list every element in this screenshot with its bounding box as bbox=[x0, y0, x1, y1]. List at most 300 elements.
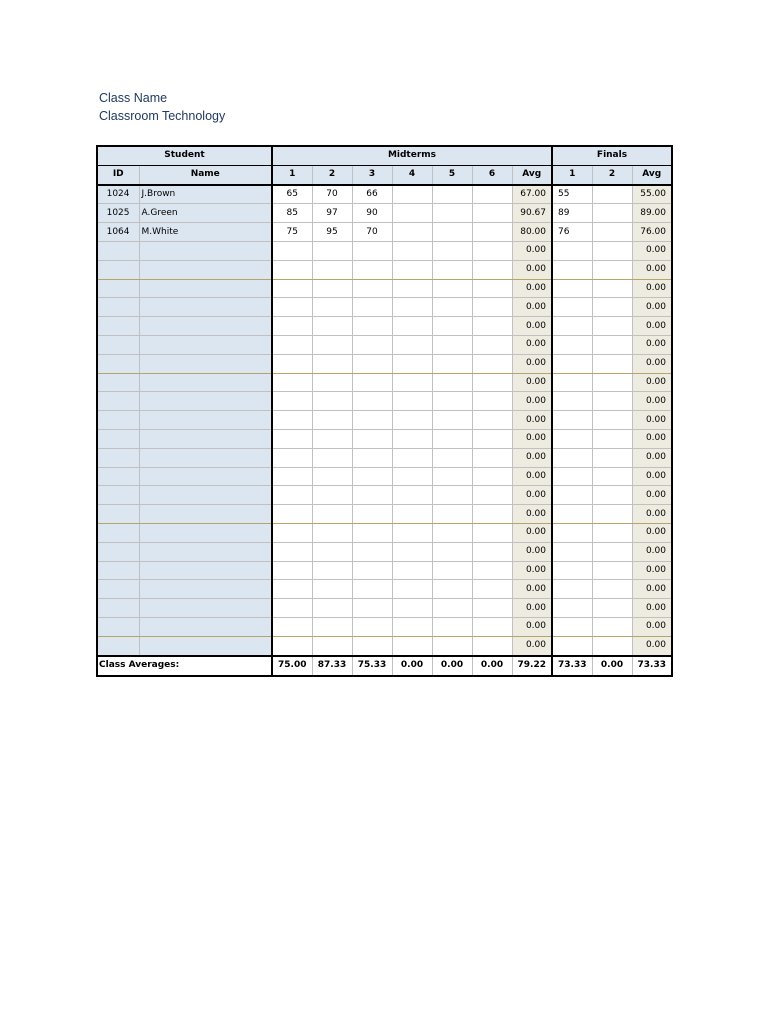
table-row bbox=[97, 505, 672, 524]
midterm-2-cell[interactable] bbox=[312, 523, 352, 542]
student-id-cell[interactable] bbox=[97, 523, 139, 542]
midterm-1-cell[interactable]: 75 bbox=[272, 223, 312, 242]
final-avg-cell: 0.00 bbox=[632, 486, 672, 505]
student-name-cell[interactable] bbox=[139, 298, 272, 317]
midterm-4-cell[interactable] bbox=[392, 223, 432, 242]
midterm-4-cell[interactable] bbox=[392, 354, 432, 373]
midterm-avg-cell: 0.00 bbox=[512, 335, 552, 354]
midterm-6-cell[interactable] bbox=[472, 467, 512, 486]
final-2-cell[interactable] bbox=[592, 392, 632, 411]
midterm-3-cell[interactable] bbox=[352, 354, 392, 373]
final-1-cell[interactable] bbox=[552, 505, 592, 524]
student-name-cell[interactable] bbox=[139, 260, 272, 279]
final-2-cell[interactable] bbox=[592, 260, 632, 279]
midterm-5-cell[interactable] bbox=[432, 223, 472, 242]
student-name-cell[interactable]: M.White bbox=[139, 223, 272, 242]
midterm-2-cell[interactable]: 70 bbox=[312, 185, 352, 204]
final-avg-cell: 0.00 bbox=[632, 561, 672, 580]
final-1-cell[interactable] bbox=[552, 542, 592, 561]
table-row bbox=[97, 354, 672, 373]
midterm-2-cell[interactable]: 95 bbox=[312, 223, 352, 242]
midterm-4-cell[interactable] bbox=[392, 260, 432, 279]
midterm-2-cell[interactable] bbox=[312, 392, 352, 411]
student-id-cell[interactable] bbox=[97, 241, 139, 260]
midterm-3-cell[interactable] bbox=[352, 298, 392, 317]
midterm-2-cell[interactable] bbox=[312, 599, 352, 618]
midterm-avg-cell: 0.00 bbox=[512, 260, 552, 279]
midterm-2-cell[interactable] bbox=[312, 636, 352, 655]
midterm-3-cell[interactable]: 66 bbox=[352, 185, 392, 204]
midterm-6-cell[interactable] bbox=[472, 523, 512, 542]
final-2-cell[interactable] bbox=[592, 599, 632, 618]
midterm-6-cell[interactable] bbox=[472, 392, 512, 411]
group-midterms: Midterms bbox=[272, 146, 552, 165]
midterm-2-cell[interactable] bbox=[312, 617, 352, 636]
midterm-2-cell[interactable] bbox=[312, 467, 352, 486]
final-2-cell[interactable] bbox=[592, 542, 632, 561]
table-row bbox=[97, 636, 672, 655]
midterm-5-cell[interactable] bbox=[432, 298, 472, 317]
midterm-5-cell[interactable] bbox=[432, 561, 472, 580]
midterm-3-cell[interactable] bbox=[352, 335, 392, 354]
student-name-cell[interactable] bbox=[139, 411, 272, 430]
student-id-cell[interactable] bbox=[97, 335, 139, 354]
midterm-2-cell[interactable] bbox=[312, 279, 352, 298]
table-row bbox=[97, 185, 672, 204]
midterm-3-cell[interactable] bbox=[352, 429, 392, 448]
student-name-cell[interactable] bbox=[139, 241, 272, 260]
final-avg-cell: 55.00 bbox=[632, 185, 672, 204]
final-1-cell[interactable] bbox=[552, 599, 592, 618]
midterm-6-cell[interactable] bbox=[472, 448, 512, 467]
student-name-cell[interactable] bbox=[139, 335, 272, 354]
midterm-3-cell[interactable] bbox=[352, 636, 392, 655]
midterm-4-cell[interactable] bbox=[392, 467, 432, 486]
midterm-6-cell[interactable] bbox=[472, 599, 512, 618]
student-name-cell[interactable] bbox=[139, 373, 272, 392]
midterm-2-cell[interactable] bbox=[312, 505, 352, 524]
student-name-cell[interactable] bbox=[139, 467, 272, 486]
col-final-1: 1 bbox=[552, 165, 592, 184]
midterm-5-cell[interactable] bbox=[432, 204, 472, 223]
table-row bbox=[97, 599, 672, 618]
final-2-cell[interactable] bbox=[592, 185, 632, 204]
final-2-cell[interactable] bbox=[592, 354, 632, 373]
midterm-3-cell[interactable] bbox=[352, 241, 392, 260]
final-1-cell[interactable] bbox=[552, 636, 592, 655]
final-2-cell[interactable] bbox=[592, 335, 632, 354]
midterm-2-cell[interactable] bbox=[312, 411, 352, 430]
midterm-4-cell[interactable] bbox=[392, 411, 432, 430]
midterm-1-cell[interactable] bbox=[272, 561, 312, 580]
midterm-3-cell[interactable] bbox=[352, 542, 392, 561]
table-row bbox=[97, 411, 672, 430]
midterm-6-cell[interactable] bbox=[472, 185, 512, 204]
midterm-5-cell[interactable] bbox=[432, 523, 472, 542]
midterm-6-cell[interactable] bbox=[472, 636, 512, 655]
midterm-2-cell[interactable] bbox=[312, 241, 352, 260]
midterm-1-cell[interactable] bbox=[272, 617, 312, 636]
final-avg-cell: 0.00 bbox=[632, 298, 672, 317]
student-name-cell[interactable] bbox=[139, 561, 272, 580]
midterm-avg-cell: 0.00 bbox=[512, 505, 552, 524]
final-avg-cell: 0.00 bbox=[632, 429, 672, 448]
final-avg-cell: 0.00 bbox=[632, 467, 672, 486]
midterm-6-cell[interactable] bbox=[472, 373, 512, 392]
student-id-cell[interactable] bbox=[97, 617, 139, 636]
midterm-4-cell[interactable] bbox=[392, 448, 432, 467]
table-row bbox=[97, 204, 672, 223]
final-1-cell[interactable] bbox=[552, 429, 592, 448]
midterm-4-cell[interactable] bbox=[392, 373, 432, 392]
final-2-cell[interactable] bbox=[592, 448, 632, 467]
midterm-4-cell[interactable] bbox=[392, 204, 432, 223]
final-avg-cell: 0.00 bbox=[632, 392, 672, 411]
student-id-cell[interactable] bbox=[97, 411, 139, 430]
midterm-1-cell[interactable] bbox=[272, 486, 312, 505]
final-1-cell[interactable]: 89 bbox=[552, 204, 592, 223]
midterm-2-cell[interactable] bbox=[312, 580, 352, 599]
midterm-5-cell[interactable] bbox=[432, 448, 472, 467]
midterm-2-cell[interactable] bbox=[312, 354, 352, 373]
midterm-5-cell[interactable] bbox=[432, 411, 472, 430]
midterm-5-cell[interactable] bbox=[432, 580, 472, 599]
student-name-cell[interactable] bbox=[139, 429, 272, 448]
midterm-1-cell[interactable] bbox=[272, 467, 312, 486]
midterm-avg-cell: 0.00 bbox=[512, 429, 552, 448]
midterm-1-cell[interactable] bbox=[272, 505, 312, 524]
midterm-3-cell[interactable] bbox=[352, 599, 392, 618]
student-id-cell[interactable] bbox=[97, 279, 139, 298]
midterm-1-cell[interactable] bbox=[272, 523, 312, 542]
midterm-3-cell[interactable] bbox=[352, 505, 392, 524]
final-1-cell[interactable]: 76 bbox=[552, 223, 592, 242]
midterm-5-cell[interactable] bbox=[432, 260, 472, 279]
midterm-5-cell[interactable] bbox=[432, 617, 472, 636]
final-1-cell[interactable] bbox=[552, 260, 592, 279]
midterm-1-cell[interactable] bbox=[272, 241, 312, 260]
midterm-1-cell[interactable] bbox=[272, 580, 312, 599]
midterm-4-cell[interactable] bbox=[392, 241, 432, 260]
student-id-cell[interactable] bbox=[97, 599, 139, 618]
student-name-cell[interactable] bbox=[139, 636, 272, 655]
final-avg-cell: 0.00 bbox=[632, 241, 672, 260]
midterm-2-cell[interactable] bbox=[312, 373, 352, 392]
midterm-3-cell[interactable] bbox=[352, 486, 392, 505]
final-1-cell[interactable] bbox=[552, 354, 592, 373]
student-name-cell[interactable]: A.Green bbox=[139, 204, 272, 223]
midterm-3-cell[interactable] bbox=[352, 279, 392, 298]
col-midterm-1: 1 bbox=[272, 165, 312, 184]
student-name-cell[interactable] bbox=[139, 392, 272, 411]
final-1-cell[interactable] bbox=[552, 580, 592, 599]
final-1-cell[interactable] bbox=[552, 241, 592, 260]
midterm-1-cell[interactable] bbox=[272, 335, 312, 354]
avg-final-avg: 73.33 bbox=[632, 656, 672, 676]
table-row bbox=[97, 392, 672, 411]
final-1-cell[interactable] bbox=[552, 617, 592, 636]
final-avg-cell: 0.00 bbox=[632, 373, 672, 392]
grade-rows bbox=[97, 185, 672, 656]
final-2-cell[interactable] bbox=[592, 373, 632, 392]
final-1-cell[interactable]: 55 bbox=[552, 185, 592, 204]
col-midterm-avg: Avg bbox=[512, 165, 552, 184]
final-1-cell[interactable] bbox=[552, 317, 592, 336]
midterm-4-cell[interactable] bbox=[392, 561, 432, 580]
midterm-3-cell[interactable] bbox=[352, 392, 392, 411]
final-avg-cell: 0.00 bbox=[632, 580, 672, 599]
group-header-row bbox=[97, 146, 672, 165]
final-2-cell[interactable] bbox=[592, 580, 632, 599]
midterm-5-cell[interactable] bbox=[432, 373, 472, 392]
midterm-1-cell[interactable] bbox=[272, 354, 312, 373]
student-id-cell[interactable] bbox=[97, 580, 139, 599]
final-1-cell[interactable] bbox=[552, 335, 592, 354]
student-name-cell[interactable] bbox=[139, 617, 272, 636]
student-name-cell[interactable] bbox=[139, 599, 272, 618]
midterm-1-cell[interactable] bbox=[272, 392, 312, 411]
midterm-4-cell[interactable] bbox=[392, 279, 432, 298]
midterm-1-cell[interactable] bbox=[272, 411, 312, 430]
midterm-avg-cell: 0.00 bbox=[512, 580, 552, 599]
student-id-cell[interactable] bbox=[97, 542, 139, 561]
final-1-cell[interactable] bbox=[552, 561, 592, 580]
midterm-4-cell[interactable] bbox=[392, 335, 432, 354]
midterm-5-cell[interactable] bbox=[432, 599, 472, 618]
midterm-5-cell[interactable] bbox=[432, 636, 472, 655]
table-row bbox=[97, 561, 672, 580]
midterm-avg-cell: 0.00 bbox=[512, 241, 552, 260]
col-name: Name bbox=[139, 165, 272, 184]
midterm-2-cell[interactable] bbox=[312, 448, 352, 467]
student-id-cell[interactable] bbox=[97, 561, 139, 580]
midterm-5-cell[interactable] bbox=[432, 429, 472, 448]
midterm-4-cell[interactable] bbox=[392, 542, 432, 561]
final-2-cell[interactable] bbox=[592, 636, 632, 655]
student-id-cell[interactable] bbox=[97, 373, 139, 392]
final-1-cell[interactable] bbox=[552, 523, 592, 542]
midterm-2-cell[interactable] bbox=[312, 317, 352, 336]
final-2-cell[interactable] bbox=[592, 505, 632, 524]
final-avg-cell: 0.00 bbox=[632, 335, 672, 354]
midterm-5-cell[interactable] bbox=[432, 185, 472, 204]
student-name-cell[interactable] bbox=[139, 354, 272, 373]
midterm-6-cell[interactable] bbox=[472, 354, 512, 373]
midterm-avg-cell: 0.00 bbox=[512, 636, 552, 655]
midterm-avg-cell: 0.00 bbox=[512, 373, 552, 392]
midterm-avg-cell: 0.00 bbox=[512, 561, 552, 580]
midterm-1-cell[interactable] bbox=[272, 542, 312, 561]
midterm-2-cell[interactable] bbox=[312, 542, 352, 561]
midterm-3-cell[interactable]: 70 bbox=[352, 223, 392, 242]
midterm-4-cell[interactable] bbox=[392, 636, 432, 655]
midterm-2-cell[interactable] bbox=[312, 429, 352, 448]
midterm-3-cell[interactable] bbox=[352, 260, 392, 279]
gradebook-table bbox=[96, 145, 673, 677]
midterm-5-cell[interactable] bbox=[432, 354, 472, 373]
final-1-cell[interactable] bbox=[552, 373, 592, 392]
student-id-cell[interactable] bbox=[97, 317, 139, 336]
student-name-cell[interactable] bbox=[139, 279, 272, 298]
midterm-5-cell[interactable] bbox=[432, 279, 472, 298]
midterm-3-cell[interactable] bbox=[352, 523, 392, 542]
midterm-5-cell[interactable] bbox=[432, 467, 472, 486]
midterm-6-cell[interactable] bbox=[472, 223, 512, 242]
midterm-1-cell[interactable] bbox=[272, 317, 312, 336]
midterm-4-cell[interactable] bbox=[392, 317, 432, 336]
final-2-cell[interactable] bbox=[592, 561, 632, 580]
midterm-4-cell[interactable] bbox=[392, 429, 432, 448]
midterm-3-cell[interactable] bbox=[352, 617, 392, 636]
student-id-cell[interactable]: 1064 bbox=[97, 223, 139, 242]
midterm-3-cell[interactable] bbox=[352, 411, 392, 430]
midterm-1-cell[interactable] bbox=[272, 599, 312, 618]
midterm-4-cell[interactable] bbox=[392, 486, 432, 505]
midterm-4-cell[interactable] bbox=[392, 523, 432, 542]
midterm-5-cell[interactable] bbox=[432, 542, 472, 561]
student-id-cell[interactable] bbox=[97, 392, 139, 411]
midterm-3-cell[interactable] bbox=[352, 448, 392, 467]
final-1-cell[interactable] bbox=[552, 392, 592, 411]
midterm-4-cell[interactable] bbox=[392, 392, 432, 411]
midterm-6-cell[interactable] bbox=[472, 429, 512, 448]
student-name-cell[interactable] bbox=[139, 486, 272, 505]
midterm-6-cell[interactable] bbox=[472, 617, 512, 636]
final-1-cell[interactable] bbox=[552, 279, 592, 298]
midterm-6-cell[interactable] bbox=[472, 335, 512, 354]
student-name-cell[interactable]: J.Brown bbox=[139, 185, 272, 204]
midterm-6-cell[interactable] bbox=[472, 486, 512, 505]
final-2-cell[interactable] bbox=[592, 429, 632, 448]
midterm-1-cell[interactable] bbox=[272, 279, 312, 298]
midterm-3-cell[interactable] bbox=[352, 580, 392, 599]
table-row bbox=[97, 580, 672, 599]
student-id-cell[interactable] bbox=[97, 448, 139, 467]
final-2-cell[interactable] bbox=[592, 411, 632, 430]
student-id-cell[interactable] bbox=[97, 636, 139, 655]
student-id-cell[interactable]: 1025 bbox=[97, 204, 139, 223]
midterm-3-cell[interactable] bbox=[352, 467, 392, 486]
midterm-5-cell[interactable] bbox=[432, 392, 472, 411]
student-id-cell[interactable]: 1024 bbox=[97, 185, 139, 204]
midterm-6-cell[interactable] bbox=[472, 561, 512, 580]
midterm-5-cell[interactable] bbox=[432, 241, 472, 260]
midterm-6-cell[interactable] bbox=[472, 204, 512, 223]
col-midterm-5: 5 bbox=[432, 165, 472, 184]
midterm-6-cell[interactable] bbox=[472, 542, 512, 561]
student-id-cell[interactable] bbox=[97, 505, 139, 524]
midterm-6-cell[interactable] bbox=[472, 317, 512, 336]
midterm-4-cell[interactable] bbox=[392, 185, 432, 204]
student-name-cell[interactable] bbox=[139, 448, 272, 467]
midterm-1-cell[interactable] bbox=[272, 448, 312, 467]
final-2-cell[interactable] bbox=[592, 523, 632, 542]
midterm-6-cell[interactable] bbox=[472, 580, 512, 599]
midterm-4-cell[interactable] bbox=[392, 617, 432, 636]
midterm-1-cell[interactable]: 85 bbox=[272, 204, 312, 223]
midterm-avg-cell: 0.00 bbox=[512, 617, 552, 636]
final-1-cell[interactable] bbox=[552, 448, 592, 467]
student-name-cell[interactable] bbox=[139, 523, 272, 542]
midterm-1-cell[interactable] bbox=[272, 260, 312, 279]
midterm-4-cell[interactable] bbox=[392, 298, 432, 317]
midterm-3-cell[interactable] bbox=[352, 373, 392, 392]
student-name-cell[interactable] bbox=[139, 505, 272, 524]
final-2-cell[interactable] bbox=[592, 617, 632, 636]
midterm-4-cell[interactable] bbox=[392, 599, 432, 618]
midterm-2-cell[interactable] bbox=[312, 561, 352, 580]
midterm-3-cell[interactable] bbox=[352, 561, 392, 580]
midterm-1-cell[interactable] bbox=[272, 429, 312, 448]
midterm-3-cell[interactable] bbox=[352, 317, 392, 336]
midterm-5-cell[interactable] bbox=[432, 317, 472, 336]
final-2-cell[interactable] bbox=[592, 486, 632, 505]
final-1-cell[interactable] bbox=[552, 486, 592, 505]
final-2-cell[interactable] bbox=[592, 298, 632, 317]
student-id-cell[interactable] bbox=[97, 298, 139, 317]
final-2-cell[interactable] bbox=[592, 223, 632, 242]
midterm-6-cell[interactable] bbox=[472, 411, 512, 430]
midterm-2-cell[interactable] bbox=[312, 260, 352, 279]
midterm-5-cell[interactable] bbox=[432, 505, 472, 524]
midterm-1-cell[interactable] bbox=[272, 298, 312, 317]
final-1-cell[interactable] bbox=[552, 411, 592, 430]
midterm-1-cell[interactable] bbox=[272, 373, 312, 392]
avg-midterm-4: 0.00 bbox=[392, 656, 432, 676]
midterm-2-cell[interactable] bbox=[312, 298, 352, 317]
avg-midterm-3: 75.33 bbox=[352, 656, 392, 676]
midterm-6-cell[interactable] bbox=[472, 241, 512, 260]
final-avg-cell: 0.00 bbox=[632, 317, 672, 336]
table-row bbox=[97, 523, 672, 542]
midterm-6-cell[interactable] bbox=[472, 260, 512, 279]
student-id-cell[interactable] bbox=[97, 429, 139, 448]
group-student: Student bbox=[97, 146, 272, 165]
midterm-3-cell[interactable]: 90 bbox=[352, 204, 392, 223]
student-name-cell[interactable] bbox=[139, 542, 272, 561]
midterm-6-cell[interactable] bbox=[472, 505, 512, 524]
student-id-cell[interactable] bbox=[97, 486, 139, 505]
midterm-6-cell[interactable] bbox=[472, 298, 512, 317]
table-row bbox=[97, 317, 672, 336]
student-id-cell[interactable] bbox=[97, 467, 139, 486]
final-2-cell[interactable] bbox=[592, 204, 632, 223]
final-2-cell[interactable] bbox=[592, 467, 632, 486]
student-name-cell[interactable] bbox=[139, 317, 272, 336]
midterm-1-cell[interactable] bbox=[272, 636, 312, 655]
student-id-cell[interactable] bbox=[97, 354, 139, 373]
midterm-4-cell[interactable] bbox=[392, 580, 432, 599]
midterm-5-cell[interactable] bbox=[432, 486, 472, 505]
midterm-6-cell[interactable] bbox=[472, 279, 512, 298]
final-avg-cell: 0.00 bbox=[632, 279, 672, 298]
final-1-cell[interactable] bbox=[552, 467, 592, 486]
final-2-cell[interactable] bbox=[592, 279, 632, 298]
final-1-cell[interactable] bbox=[552, 298, 592, 317]
midterm-2-cell[interactable]: 97 bbox=[312, 204, 352, 223]
col-final-2: 2 bbox=[592, 165, 632, 184]
midterm-1-cell[interactable]: 65 bbox=[272, 185, 312, 204]
midterm-5-cell[interactable] bbox=[432, 335, 472, 354]
final-2-cell[interactable] bbox=[592, 317, 632, 336]
student-name-cell[interactable] bbox=[139, 580, 272, 599]
midterm-4-cell[interactable] bbox=[392, 505, 432, 524]
student-id-cell[interactable] bbox=[97, 260, 139, 279]
final-2-cell[interactable] bbox=[592, 241, 632, 260]
midterm-2-cell[interactable] bbox=[312, 335, 352, 354]
midterm-2-cell[interactable] bbox=[312, 486, 352, 505]
midterm-avg-cell: 0.00 bbox=[512, 467, 552, 486]
